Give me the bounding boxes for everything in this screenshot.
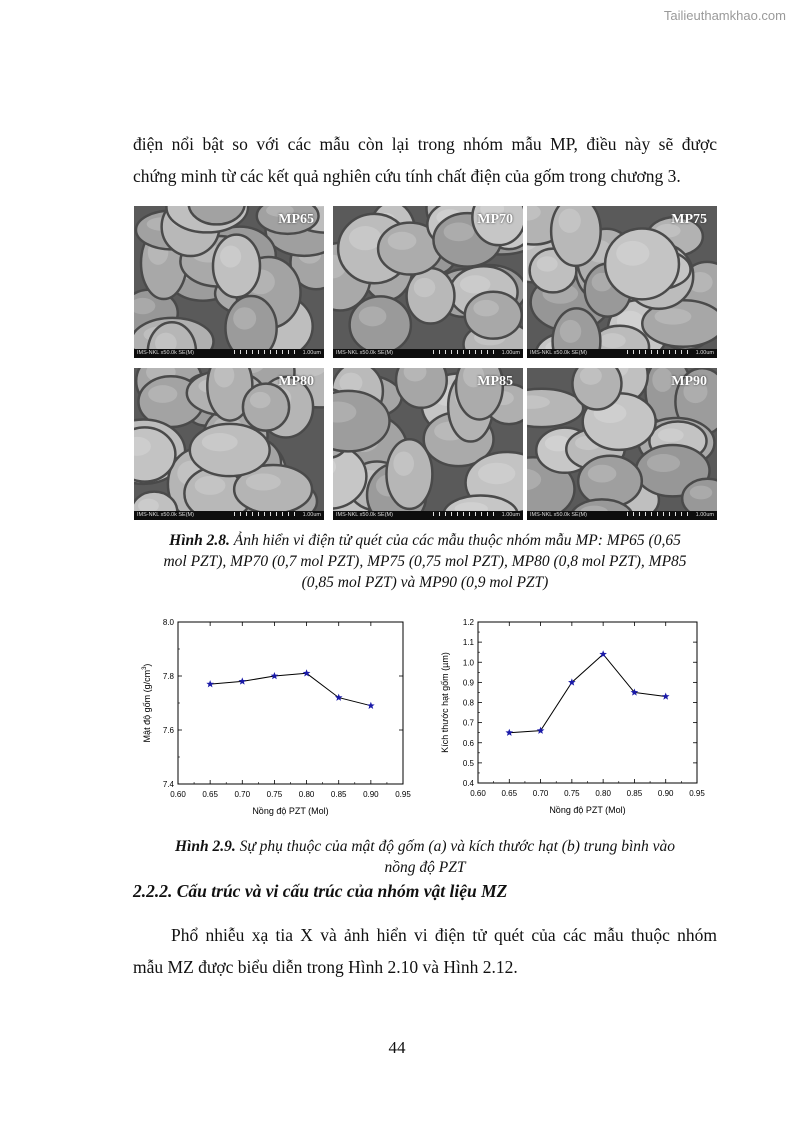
- y-tick-label: 7.8: [162, 672, 174, 681]
- sem-grains: [333, 206, 523, 358]
- x-tick-label: 0.75: [266, 790, 283, 799]
- sem-scale: 1.00um: [302, 350, 321, 356]
- sem-grains: [134, 368, 324, 520]
- plot-frame: [178, 622, 403, 784]
- page-number: 44: [388, 1038, 406, 1057]
- caption-line: nồng độ PZT: [384, 859, 466, 876]
- x-axis-label: Nồng độ PZT (Mol): [252, 806, 329, 816]
- sem-grains: [527, 206, 717, 358]
- data-point: [335, 694, 343, 701]
- sem-grains: [134, 206, 324, 358]
- y-tick-label: 1.2: [462, 618, 474, 627]
- sem-image-mp90: [527, 368, 717, 520]
- sem-databar: [527, 511, 717, 520]
- x-tick-label: 0.95: [395, 790, 411, 799]
- y-tick-label: 0.8: [462, 698, 474, 708]
- sem-info: IMS-NKL x50.0k SE(M): [336, 512, 393, 518]
- data-point: [505, 729, 513, 736]
- x-tick-label: 0.85: [330, 790, 347, 799]
- y-axis-label: Mật độ gốm $(g/cm^3)$: [142, 663, 152, 743]
- caption-line: Sự phụ thuộc của mật độ gốm (a) và kích thước hạt (b) trung bình vào: [235, 838, 676, 855]
- plot-frame: [478, 622, 697, 783]
- x-tick-label: 0.90: [363, 790, 379, 799]
- y-tick-label: 0.9: [462, 678, 474, 688]
- y-tick-label: 1.0: [462, 658, 474, 668]
- x-tick-label: 0.60: [470, 789, 486, 798]
- sem-scale: 1.00um: [695, 350, 714, 356]
- paragraph-line-2: mẫu MZ được biểu diễn trong Hình 2.10 và Hình 2.12.: [133, 957, 518, 977]
- data-point: [537, 727, 545, 734]
- y-tick-label: 8.0: [162, 618, 174, 627]
- y-axis-label-superscript: 3: [142, 666, 148, 670]
- sem-info: IMS-NKL x50.0k SE(M): [530, 350, 587, 356]
- sem-info: IMS-NKL x50.0k SE(M): [336, 350, 393, 356]
- sem-info: IMS-NKL x50.0k SE(M): [137, 512, 194, 518]
- caption-line: (0,85 mol PZT) và MP90 (0,9 mol PZT): [301, 574, 549, 591]
- sem-scale: 1.00um: [695, 512, 714, 518]
- sem-scale: 1.00um: [302, 512, 321, 518]
- series-line: [210, 673, 371, 705]
- grain-size-chart: [436, 612, 722, 822]
- x-tick-label: 0.80: [595, 789, 611, 798]
- caption-line: Ảnh hiển vi điện tử quét của các mẫu thuộc nhóm mẫu MP: MP65 (0,65: [229, 532, 681, 549]
- y-tick-label: 7.4: [162, 780, 174, 789]
- body-paragraph: [133, 919, 717, 983]
- sem-label: MP70: [477, 212, 513, 227]
- y-axis-label: Kích thước hạt gốm (µm): [440, 652, 450, 753]
- figure-2-8-caption: [133, 530, 717, 593]
- intro-line-2: chứng minh từ các kết quả nghiên cứu tính chất điện của gốm trong chương 3.: [133, 166, 681, 186]
- intro-line-1: điện nổi bật so với các mẫu còn lại trong nhóm mẫu MP, điều này sẽ được: [133, 134, 717, 154]
- sem-databar: [527, 349, 717, 358]
- sem-grains: [527, 368, 717, 520]
- sem-scale: 1.00um: [501, 350, 520, 356]
- sem-label: MP90: [671, 374, 707, 389]
- x-tick-label: 0.60: [170, 790, 186, 799]
- data-point: [206, 680, 214, 687]
- section-heading: 2.2.2. Cấu trúc và vi cấu trúc của nhóm vật liệu MZ: [133, 881, 508, 901]
- paragraph-line-1: Phổ nhiễu xạ tia X và ảnh hiển vi điện tử quét của các mẫu thuộc nhóm: [171, 925, 717, 945]
- y-axis-label-close: ): [142, 663, 152, 667]
- sem-databar: [134, 511, 324, 520]
- caption-line: mol PZT), MP70 (0,7 mol PZT), MP75 (0,75 mol PZT), MP80 (0,8 mol PZT), MP85: [163, 553, 687, 570]
- x-axis-label: Nồng độ PZT (Mol): [549, 805, 626, 815]
- x-tick-label: 0.85: [626, 789, 643, 798]
- y-tick-label: 0.6: [462, 738, 474, 748]
- x-tick-label: 0.80: [298, 790, 315, 799]
- figure-2-9-label: Hình 2.9.: [174, 838, 236, 855]
- y-tick-label: 1.1: [462, 638, 474, 648]
- watermark: Tailieuthamkhao.com: [663, 8, 786, 23]
- data-point: [367, 702, 375, 709]
- sem-databar: [134, 349, 324, 358]
- y-tick-label: 0.5: [462, 758, 474, 768]
- sem-info: IMS-NKL x50.0k SE(M): [530, 512, 587, 518]
- sem-label: MP75: [671, 212, 707, 227]
- sem-image-mp80: [134, 368, 324, 520]
- density-chart: [136, 612, 422, 822]
- x-tick-label: 0.75: [564, 789, 580, 798]
- data-point: [271, 672, 279, 679]
- x-tick-label: 0.65: [202, 790, 218, 799]
- y-tick-label: 0.4: [462, 779, 474, 788]
- sem-databar: [333, 349, 523, 358]
- x-tick-label: 0.90: [657, 789, 674, 798]
- y-tick-label: 7.6: [162, 726, 174, 735]
- sem-image-mp65: [134, 206, 324, 358]
- x-tick-label: 0.70: [532, 789, 549, 798]
- sem-grains: [333, 368, 523, 520]
- figure-2-9-caption: [133, 836, 717, 878]
- sem-image-mp70: [333, 206, 523, 358]
- sem-label: MP65: [278, 212, 314, 227]
- sem-info: IMS-NKL x50.0k SE(M): [137, 350, 194, 356]
- x-tick-label: 0.65: [501, 789, 518, 798]
- sem-label: MP85: [477, 374, 513, 389]
- y-tick-label: 0.7: [462, 718, 474, 728]
- sem-image-mp75: [527, 206, 717, 358]
- sem-image-grid: [134, 206, 717, 520]
- data-point: [662, 692, 670, 699]
- x-tick-label: 0.70: [234, 790, 251, 799]
- data-point: [238, 677, 246, 684]
- sem-image-mp85: [333, 368, 523, 520]
- sem-databar: [333, 511, 523, 520]
- sem-scale: 1.00um: [501, 512, 520, 518]
- intro-paragraph: [133, 128, 717, 192]
- series-line: [509, 654, 665, 732]
- sem-label: MP80: [278, 374, 314, 389]
- figure-2-8-label: Hình 2.8.: [169, 532, 230, 549]
- x-tick-label: 0.95: [689, 789, 705, 798]
